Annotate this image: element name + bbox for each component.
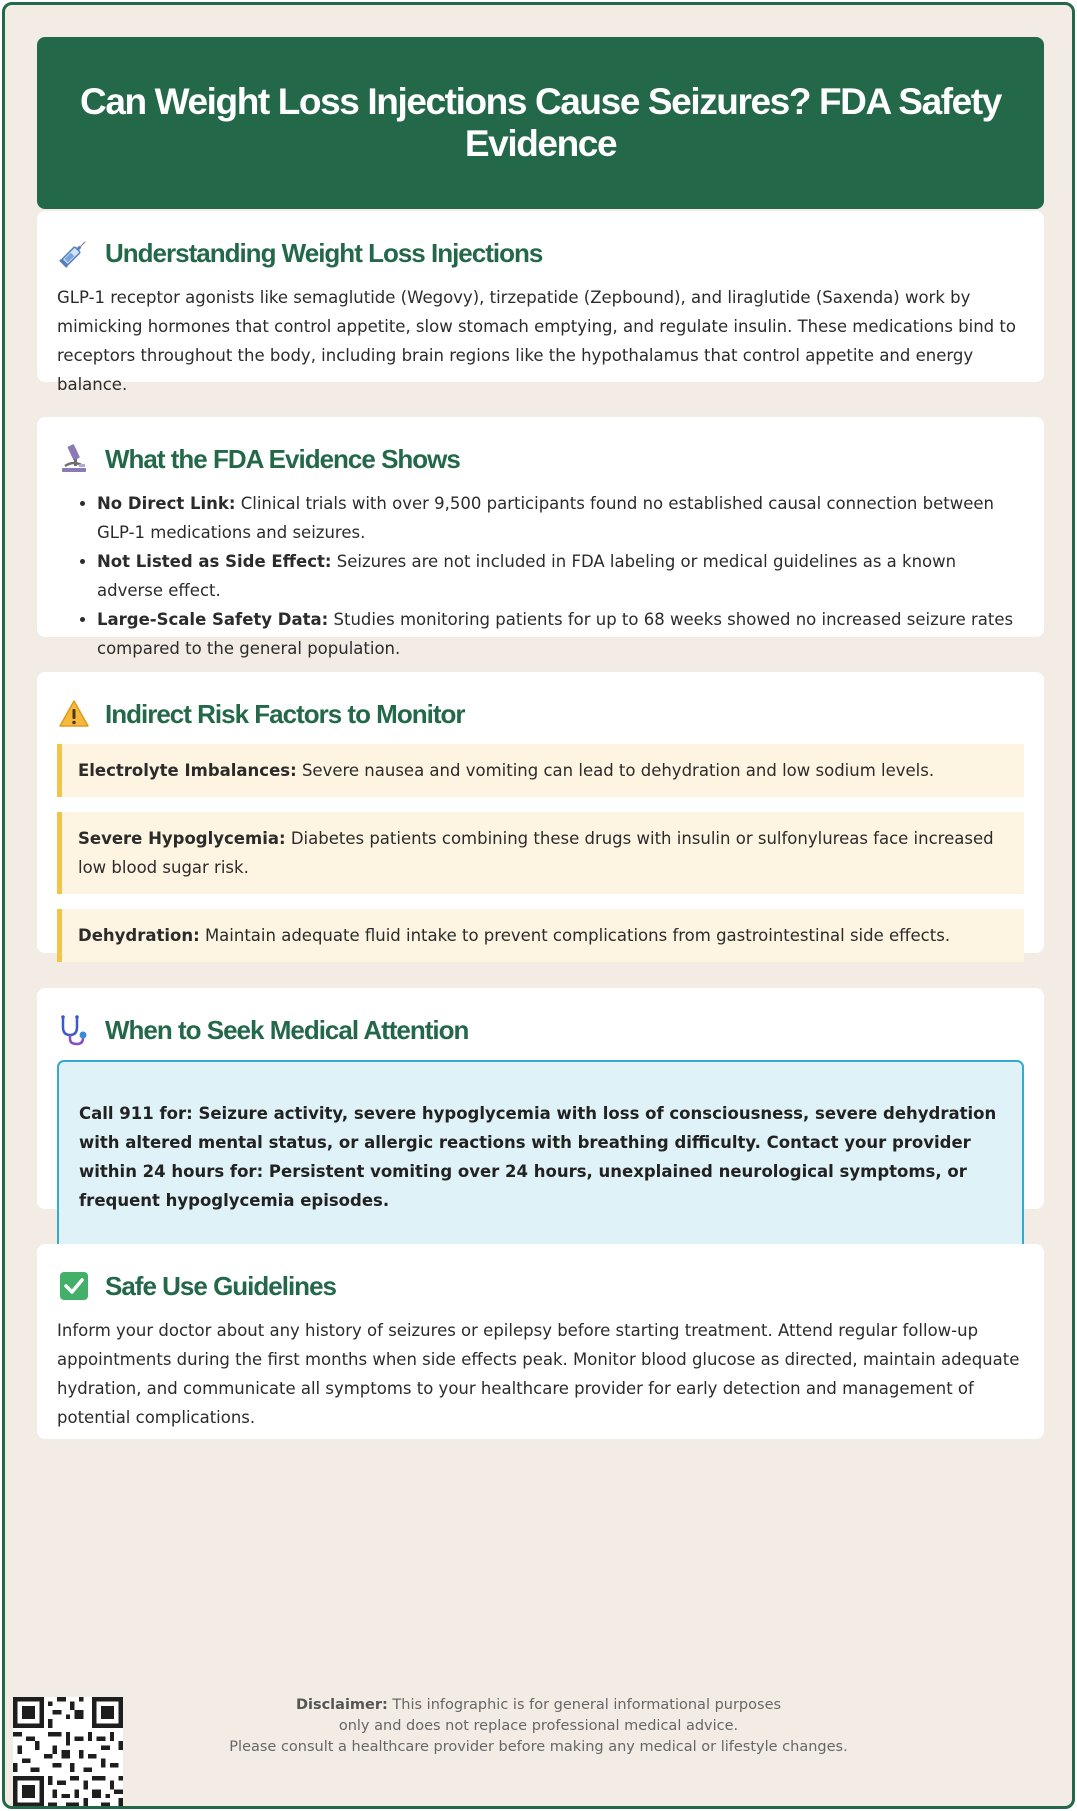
checkmark-icon xyxy=(57,1269,91,1303)
emergency-alert: Call 911 for: Seizure activity, severe hypoglycemia with loss of consciousness, severe dehydration with altered mental status, or allergic reactions with breathing difficulty. Contact your provider within 24 hours for: Persistent vomiting over 24 hours, unexplained neurological symptoms, or frequent hypoglycemia episodes. xyxy=(57,1060,1024,1254)
evidence-card xyxy=(37,417,1044,658)
guidelines-body: Inform your doctor about any history of seizures or epilepsy before starting treatment. Attend regular follow-up appointments during the first months when side effects peak. Monitor blood glucose as directed, maintain adequate hydration, and communicate all symptoms to your healthcare provider for early detection and management of potential complications. xyxy=(57,1321,1020,1427)
stethoscope-icon xyxy=(57,1013,91,1047)
list-item: • Large-Scale Safety Data: Studies monitoring patients for up to 68 weeks showed no increased seizure rates compared to the general population. xyxy=(97,605,1024,663)
header-banner xyxy=(37,37,1044,209)
understanding-title: Understanding Weight Loss Injections xyxy=(105,237,543,268)
risks-title: Indirect Risk Factors to Monitor xyxy=(105,698,465,729)
warning-icon xyxy=(57,697,91,731)
risk-item: Dehydration: Maintain adequate fluid intake to prevent complications from gastrointestinal side effects. xyxy=(57,909,1024,962)
infographic-frame xyxy=(2,2,1075,1809)
risks-card xyxy=(37,672,1044,953)
disclaimer-label: Disclaimer: xyxy=(295,1697,388,1713)
risk-item: Severe Hypoglycemia: Diabetes patients combining these drugs with insulin or sulfonylureas face increased low blood sugar risk. xyxy=(57,812,1024,894)
evidence-title: What the FDA Evidence Shows xyxy=(105,443,460,474)
list-item: • No Direct Link: Clinical trials with over 9,500 participants found no established causal connection between GLP-1 medications and seizures. xyxy=(97,489,1024,547)
page-title: Can Weight Loss Injections Cause Seizures? FDA Safety Evidence xyxy=(80,81,1001,164)
guidelines-card xyxy=(37,1244,1044,1439)
guidelines-title: Safe Use Guidelines xyxy=(105,1270,336,1301)
evidence-list xyxy=(57,489,1024,663)
list-item: • Not Listed as Side Effect: Seizures are not included in FDA labeling or medical guidelines as a known adverse effect. xyxy=(97,547,1024,605)
attention-card xyxy=(37,988,1044,1209)
risk-item: Electrolyte Imbalances: Severe nausea and vomiting can lead to dehydration and low sodium levels. xyxy=(57,744,1024,797)
disclaimer: Disclaimer: This infographic is for general informational purposes only and does not replace professional medical advice. Please consult a healthcare provider before making any medical or lifestyle changes. xyxy=(229,1697,848,1755)
understanding-card xyxy=(37,211,1044,394)
syringe-icon xyxy=(57,236,91,270)
attention-title: When to Seek Medical Attention xyxy=(105,1014,469,1045)
understanding-body: GLP-1 receptor agonists like semaglutide (Wegovy), tirzepatide (Zepbound), and liraglutide (Saxenda) work by mimicking hormones that control appetite, slow stomach emptying, and regulate insulin. These medications bind to receptors throughout the body, including brain regions like the hypothalamus that control appetite and energy balance. xyxy=(57,288,1016,394)
microscope-icon xyxy=(57,442,91,476)
